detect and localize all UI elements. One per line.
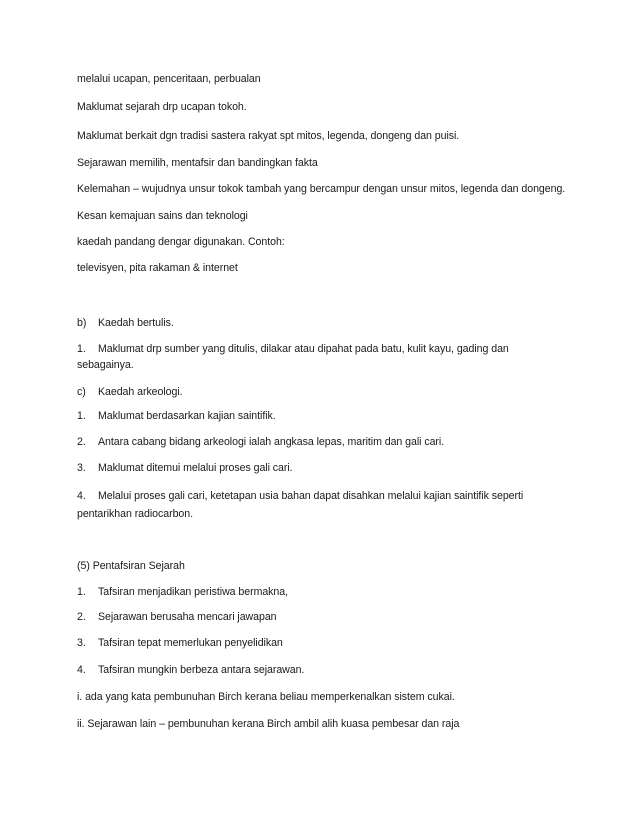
item-number: 1. — [77, 410, 86, 422]
list-item-continuation: pentarikhan radiocarbon. — [77, 508, 193, 520]
section-title: Kaedah arkeologi. — [98, 386, 183, 398]
item-number: 4. — [77, 664, 86, 676]
text-line: televisyen, pita rakaman & internet — [77, 262, 238, 274]
item-text: Maklumat drp sumber yang ditulis, dilakar atau dipahat pada batu, kulit kayu, gading dan — [98, 343, 509, 355]
list-item — [77, 490, 523, 502]
list-item — [77, 611, 277, 623]
item-text: Melalui proses gali cari, ketetapan usia bahan dapat disahkan melalui kajian saintifik seperti — [98, 490, 524, 502]
item-text: Maklumat ditemui melalui proses gali cari. — [98, 462, 293, 474]
item-number: 4. — [77, 490, 86, 502]
section-heading-5: (5) Pentafsiran Sejarah — [77, 560, 185, 572]
item-number: 3. — [77, 462, 86, 474]
item-text: Tafsiran mungkin berbeza antara sejarawan. — [98, 664, 305, 676]
list-item — [77, 436, 444, 448]
item-number: 1. — [77, 586, 86, 598]
text-line: Kelemahan – wujudnya unsur tokok tambah yang bercampur dengan unsur mitos, legenda dan dongeng. — [77, 183, 566, 195]
text-line: kaedah pandang dengar digunakan. Contoh: — [77, 236, 285, 248]
text-line: Maklumat berkait dgn tradisi sastera rakyat spt mitos, legenda, dongeng dan puisi. — [77, 130, 460, 142]
item-text: Sejarawan berusaha mencari jawapan — [98, 611, 277, 623]
text-line: Kesan kemajuan sains dan teknologi — [77, 210, 248, 222]
list-item-continuation: sebagainya. — [77, 359, 134, 371]
section-heading-c — [77, 386, 183, 398]
list-item — [77, 664, 304, 676]
item-text: Maklumat berdasarkan kajian saintifik. — [98, 410, 276, 422]
list-item — [77, 410, 276, 422]
item-text: Antara cabang bidang arkeologi ialah angkasa lepas, maritim dan gali cari. — [98, 436, 445, 448]
list-item — [77, 586, 288, 598]
text-line: Maklumat sejarah drp ucapan tokoh. — [77, 101, 247, 113]
list-item — [77, 343, 509, 355]
item-text: Tafsiran tepat memerlukan penyelidikan — [98, 637, 283, 649]
list-item — [77, 637, 283, 649]
text-line: Sejarawan memilih, mentafsir dan bandingkan fakta — [77, 157, 318, 169]
item-number: 2. — [77, 611, 86, 623]
text-line: melalui ucapan, penceritaan, perbualan — [77, 73, 261, 85]
section-marker: c) — [77, 386, 86, 398]
section-marker: b) — [77, 317, 87, 329]
list-item — [77, 462, 293, 474]
section-heading-b — [77, 317, 174, 329]
item-number: 1. — [77, 343, 86, 355]
item-number: 2. — [77, 436, 86, 448]
roman-item: i. ada yang kata pembunuhan Birch kerana beliau memperkenalkan sistem cukai. — [77, 691, 455, 703]
item-text: Tafsiran menjadikan peristiwa bermakna, — [98, 586, 289, 598]
section-title: Kaedah bertulis. — [98, 317, 174, 329]
item-number: 3. — [77, 637, 86, 649]
roman-item: ii. Sejarawan lain – pembunuhan kerana Birch ambil alih kuasa pembesar dan raja — [77, 718, 460, 730]
